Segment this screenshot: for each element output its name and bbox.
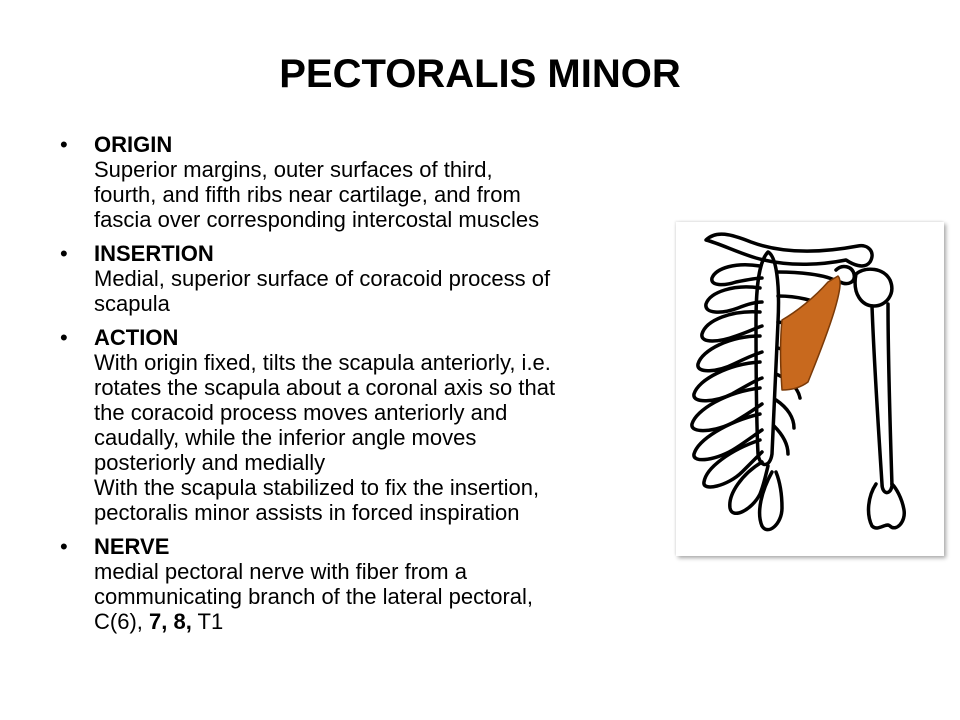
bullet-nerve [60, 534, 660, 634]
rib [778, 272, 838, 282]
anatomy-figure [676, 222, 944, 556]
action-heading: ACTION [94, 325, 179, 350]
nerve-root-main: 7, 8, [149, 609, 192, 634]
rib [704, 440, 762, 487]
insertion-heading: INSERTION [94, 241, 214, 266]
bullet-list [60, 132, 660, 643]
origin-line: fourth, and fifth ribs near cartilage, and from [94, 182, 521, 207]
slide-title: PECTORALIS MINOR [279, 52, 681, 96]
bullet-origin [60, 132, 660, 232]
rib [712, 265, 762, 285]
action-line: pectoralis minor assists in forced inspiration [94, 500, 520, 525]
action-line: posteriorly and medially [94, 450, 326, 475]
action-line: rotates the scapula about a coronal axis so that [94, 375, 556, 400]
action-line: the coracoid process moves anteriorly and [94, 400, 508, 425]
rib [730, 462, 768, 513]
bullet-icon: • [60, 534, 68, 559]
rib [694, 414, 762, 460]
nerve-roots-line [94, 609, 660, 634]
rib [706, 287, 762, 312]
nerve-line: medial pectoral nerve with fiber from a [94, 559, 467, 584]
clavicle [706, 234, 872, 266]
action-line: caudally, while the inferior angle moves [94, 425, 477, 450]
insertion-line: Medial, superior surface of coracoid process of [94, 266, 551, 291]
nerve-heading: NERVE [94, 534, 170, 559]
origin-line: fascia over corresponding intercostal muscles [94, 207, 540, 232]
humerus-head [855, 269, 892, 306]
rib [776, 400, 794, 428]
nerve-root-c6: C(6), [94, 609, 149, 634]
pectoralis-minor-muscle [781, 276, 841, 390]
bullet-icon: • [60, 241, 68, 266]
insertion-line: scapula [94, 291, 170, 316]
humerus-distal [869, 484, 905, 528]
bullet-icon: • [60, 325, 68, 350]
bullet-insertion [60, 241, 660, 316]
nerve-line: communicating branch of the lateral pectoral, [94, 584, 534, 609]
nerve-root-t1: T1 [191, 609, 224, 634]
rib [774, 426, 788, 454]
action-line: With the scapula stabilized to fix the insertion, [94, 475, 540, 500]
action-line: With origin fixed, tilts the scapula anteriorly, i.e. [94, 350, 551, 375]
thorax-illustration [676, 222, 944, 556]
origin-line: Superior margins, outer surfaces of third, [94, 157, 493, 182]
bullet-icon: • [60, 132, 68, 157]
origin-heading: ORIGIN [94, 132, 173, 157]
humerus-shaft [872, 304, 892, 493]
bullet-action [60, 325, 660, 525]
